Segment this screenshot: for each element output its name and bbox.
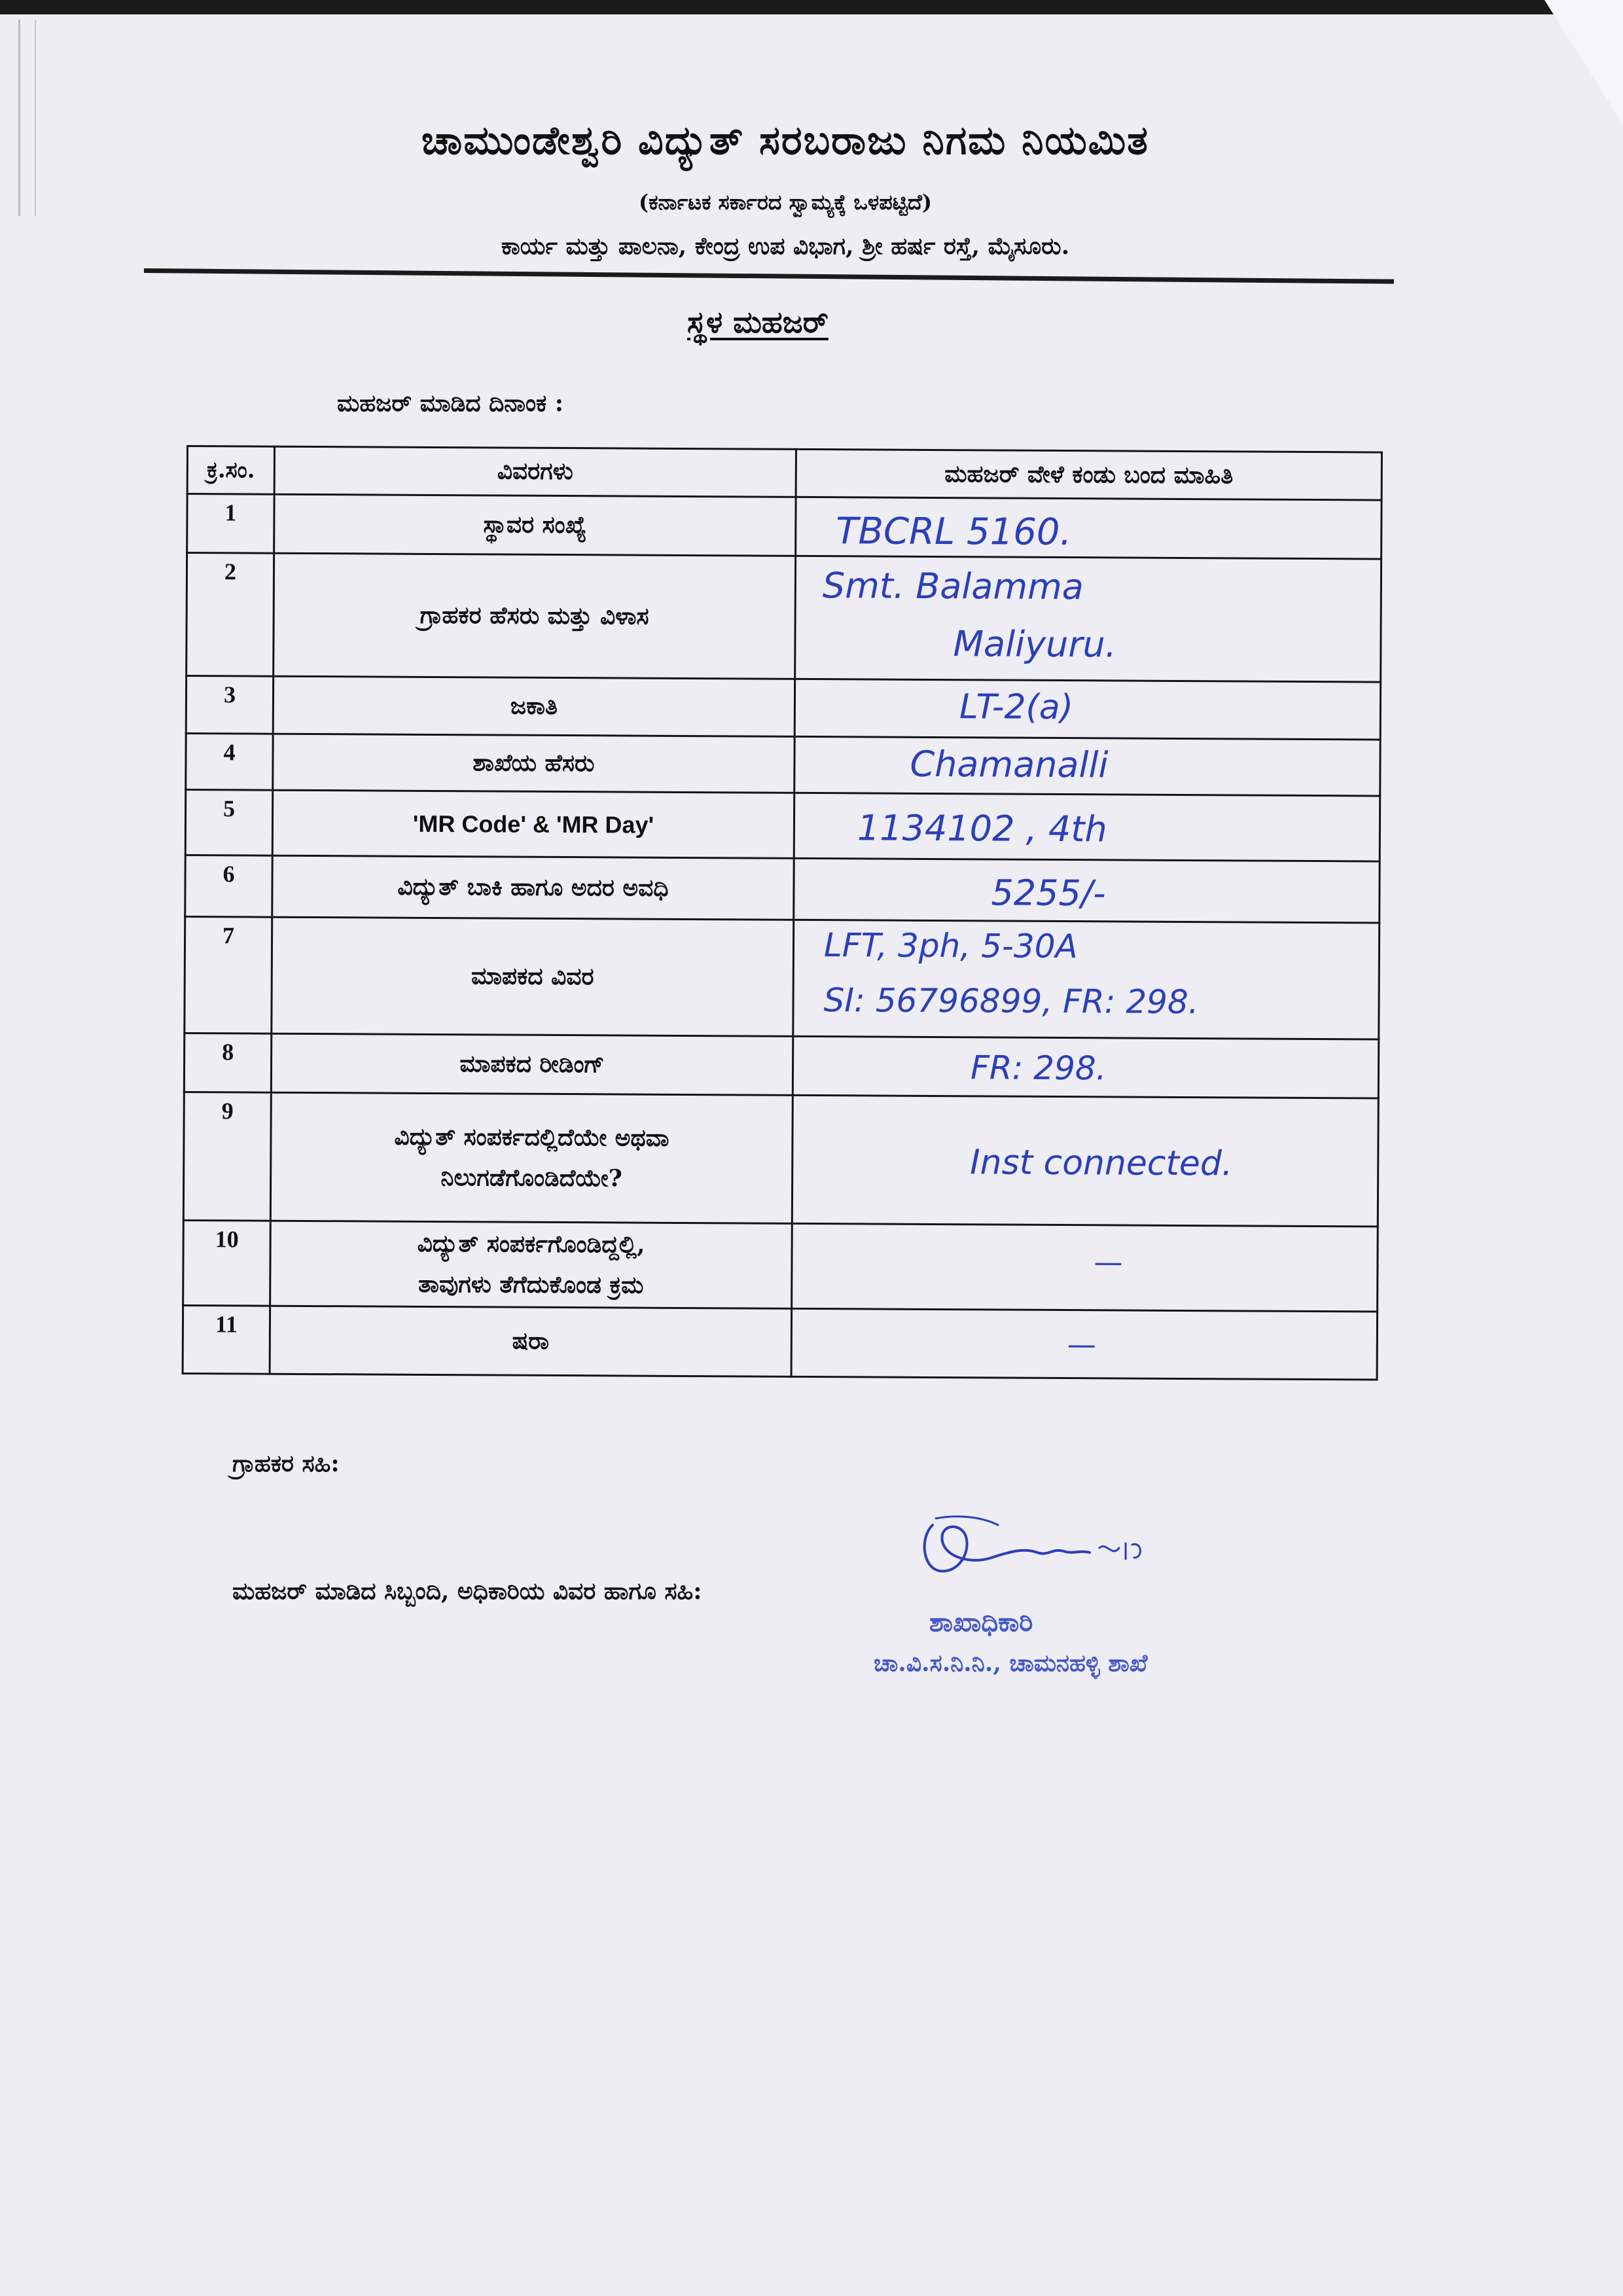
row-label-multiline — [270, 1092, 793, 1223]
table-row — [185, 790, 1380, 862]
row-value-cell — [792, 1223, 1378, 1312]
table-header-row — [187, 446, 1382, 501]
handwritten-value: FR: 298. — [970, 1049, 1107, 1088]
document-heading: ಸ್ಥಳ ಮಹಜರ್ — [687, 304, 829, 340]
row-label-line: ತಾವುಗಳು ತೆಗೆದುಕೊಂಡ ಕ್ರಮ — [418, 1270, 644, 1299]
row-value-cell — [794, 679, 1380, 740]
row-value-cell — [795, 556, 1382, 682]
row-serial: 5 — [185, 790, 273, 856]
customer-signature-label: ಗ್ರಾಹಕರ ಸಹಿ: — [232, 1450, 340, 1477]
row-serial: 9 — [183, 1092, 271, 1221]
row-value-cell — [794, 793, 1380, 861]
table-row — [187, 494, 1382, 560]
row-label: ಷರಾ — [270, 1306, 792, 1376]
mahazar-date-label: ಮಹಜರ್ ಮಾಡಿದ ದಿನಾಂಕ : — [337, 389, 563, 417]
paper-stack-edge — [18, 20, 36, 216]
row-serial: 2 — [187, 553, 274, 677]
table-row — [185, 916, 1380, 1039]
officer-signature — [913, 1512, 1149, 1584]
mahazar-table — [182, 445, 1383, 1381]
col-header-observed: ಮಹಜರ್ ವೇಳೆ ಕಂಡು ಬಂದ ಮಾಹಿತಿ — [796, 449, 1382, 500]
row-label-line: ವಿದ್ಯುತ್ ಸಂಪರ್ಕದಲ್ಲಿದೆಯೇ ಅಥವಾ — [394, 1122, 669, 1153]
row-label: ವಿದ್ಯುತ್ ಬಾಕಿ ಹಾಗೂ ಅದರ ಅವಧಿ — [272, 855, 794, 920]
row-value-cell — [793, 1036, 1378, 1098]
handwritten-value: Smt. Balamma — [822, 565, 1084, 608]
table-row — [183, 1305, 1378, 1380]
stamp-designation: ಶಾಖಾಧಿಕಾರಿ — [929, 1607, 1033, 1638]
company-subtitle: (ಕರ್ನಾಟಕ ಸರ್ಕಾರದ ಸ್ವಾಮ್ಯಕ್ಕೆ ಒಳಪಟ್ಟಿದೆ) — [638, 190, 933, 215]
office-address: ಕಾರ್ಯ ಮತ್ತು ಪಾಲನಾ, ಕೇಂದ್ರ ಉಪ ವಿಭಾಗ, ಶ್ರೀ ಹರ್ಷ ರಸ್ತೆ, ಮೈಸೂರು. — [501, 232, 1070, 260]
row-value-cell — [796, 497, 1382, 559]
table-row — [184, 1033, 1378, 1098]
row-label: ಗ್ರಾಹಕರ ಹೆಸರು ಮತ್ತು ವಿಳಾಸ — [274, 553, 796, 679]
row-label-multiline — [270, 1221, 793, 1308]
row-label: ಜಕಾತಿ — [273, 676, 794, 736]
row-label: ಮಾಪಕದ ರೀಡಿಂಗ್ — [271, 1033, 793, 1095]
row-serial: 1 — [187, 494, 274, 554]
row-label-line: ವಿದ್ಯುತ್ ಸಂಪರ್ಕಗೊಂಡಿದ್ದಲ್ಲಿ, — [417, 1230, 645, 1259]
row-label: ಶಾಖೆಯ ಹೆಸರು — [273, 734, 794, 793]
handwritten-value: — — [1067, 1328, 1096, 1362]
row-serial: 3 — [186, 676, 273, 734]
page-corner-fold — [1544, 0, 1623, 124]
handwritten-value: 5255/- — [991, 872, 1106, 914]
row-serial: 8 — [184, 1033, 271, 1092]
table-row — [183, 1092, 1378, 1227]
header-divider — [144, 268, 1394, 284]
handwritten-value: 1134102 , 4th — [857, 807, 1107, 850]
row-value-cell — [792, 1095, 1378, 1227]
handwritten-value: Chamanalli — [910, 743, 1109, 786]
row-serial: 11 — [183, 1305, 270, 1374]
handwritten-value: — — [1094, 1246, 1123, 1280]
row-value-cell — [791, 1308, 1378, 1380]
row-value-cell — [793, 920, 1380, 1039]
row-label: ಸ್ಥಾವರ ಸಂಖ್ಯೆ — [274, 494, 796, 556]
handwritten-value: Maliyuru. — [953, 623, 1117, 666]
row-serial: 4 — [186, 734, 273, 791]
table-row — [187, 553, 1382, 683]
row-label: 'MR Code' & 'MR Day' — [272, 790, 794, 858]
company-title: ಚಾಮುಂಡೇಶ್ವರಿ ವಿದ್ಯುತ್ ಸರಬರಾಜು ನಿಗಮ ನಿಯಮಿತ — [421, 118, 1149, 164]
row-label-line: ನಿಲುಗಡೆಗೊಂಡಿದೆಯೇ? — [440, 1163, 622, 1193]
col-header-details: ವಿವರಗಳು — [274, 446, 796, 497]
stamp-office: ಚಾ.ವಿ.ಸ.ನಿ.ನಿ., ಚಾಮನಹಳ್ಳಿ ಶಾಖೆ — [874, 1649, 1148, 1677]
row-serial: 7 — [185, 916, 272, 1033]
table-row — [186, 734, 1380, 797]
row-serial: 10 — [183, 1220, 271, 1306]
row-serial: 6 — [185, 855, 272, 917]
table-row — [185, 855, 1380, 923]
table-row — [186, 676, 1380, 740]
row-label: ಮಾಪಕದ ವಿವರ — [272, 917, 794, 1036]
handwritten-value: LT-2(a) — [959, 687, 1074, 728]
handwritten-value: SI: 56796899, FR: 298. — [823, 981, 1199, 1022]
scan-top-edge — [0, 0, 1623, 14]
table-row — [183, 1220, 1378, 1312]
row-value-cell — [794, 858, 1380, 923]
row-value-cell — [794, 736, 1380, 796]
handwritten-value: Inst connected. — [970, 1143, 1233, 1184]
handwritten-value: TBCRL 5160. — [836, 510, 1072, 554]
handwritten-value: LFT, 3ph, 5-30A — [823, 926, 1078, 966]
col-header-serial: ಕ್ರ.ಸಂ. — [187, 446, 274, 495]
staff-signature-label: ಮಹಜರ್ ಮಾಡಿದ ಸಿಬ್ಬಂದಿ, ಅಧಿಕಾರಿಯ ವಿವರ ಹಾಗೂ ಸಹಿ: — [232, 1577, 702, 1605]
